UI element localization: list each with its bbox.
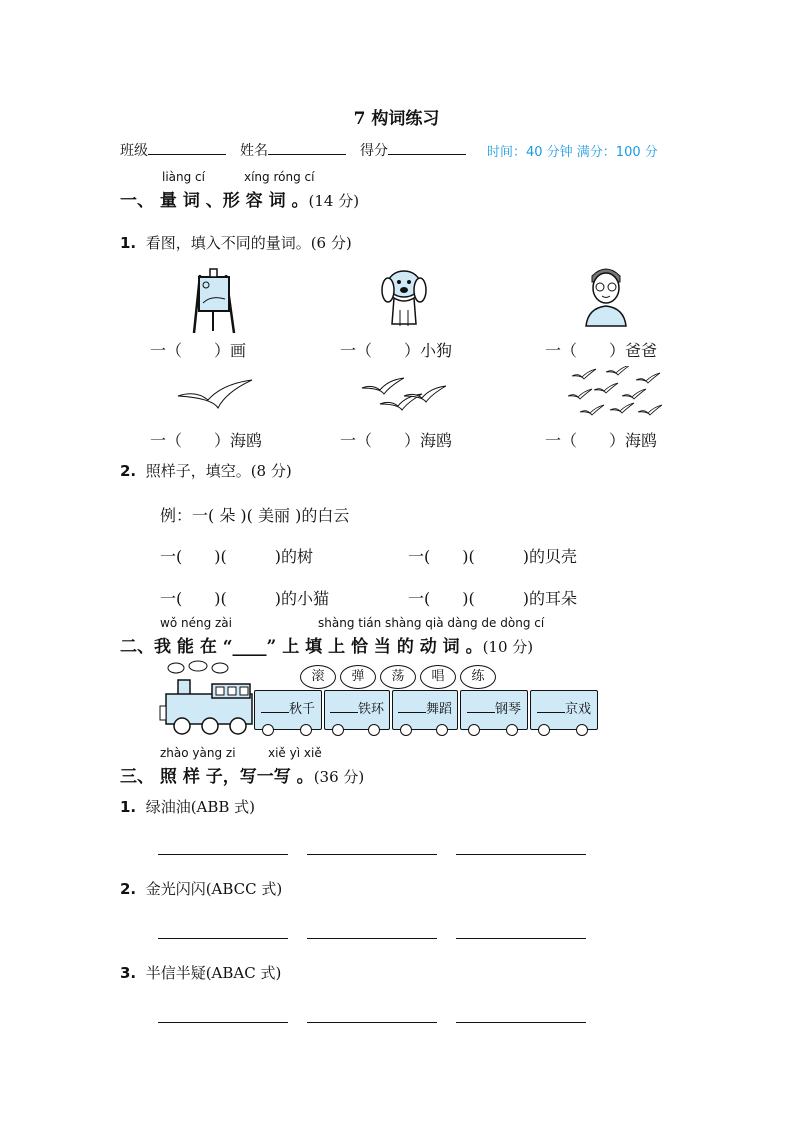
s3-pinyin-a: zhào yàng zi xyxy=(160,746,236,760)
q2-fill-2[interactable]: 一( )( )的贝壳 xyxy=(408,547,577,566)
word-choice-1: 滚 xyxy=(300,665,336,689)
page-title: 7 构词练习 xyxy=(353,109,440,129)
wheel xyxy=(300,724,312,736)
wheel xyxy=(436,724,448,736)
s3-item-3-text: 半信半疑(ABAC 式) xyxy=(145,964,282,982)
q1-item-3[interactable]: 一（ ）爸爸 xyxy=(545,341,658,360)
answer-line[interactable] xyxy=(158,854,288,855)
s3-pinyin-b: xiě yì xiě xyxy=(268,746,322,760)
section2-title: 二、我 能 在 “____” 上 填 上 恰 当 的 动 词 。 xyxy=(120,637,483,657)
section2-points: (10 分) xyxy=(482,638,534,656)
q1-number: 1. xyxy=(120,234,137,252)
s3-item-3-number: 3. xyxy=(120,964,137,982)
s3-item-2-text: 金光闪闪(ABCC 式) xyxy=(145,880,283,898)
car-5-blank[interactable] xyxy=(537,700,565,713)
wheel xyxy=(262,724,274,736)
puppy-icon xyxy=(376,266,432,332)
score-field xyxy=(360,140,466,160)
class-field xyxy=(120,140,226,160)
car-1-word: 秋千 xyxy=(288,702,315,717)
car-1-blank[interactable] xyxy=(261,700,289,713)
word-choice-5: 练 xyxy=(460,665,496,689)
car-5-word: 京戏 xyxy=(564,702,591,717)
score-label: 得分 xyxy=(360,143,388,159)
word-choice-3: 荡 xyxy=(380,665,416,689)
s2-pinyin-a: wǒ néng zài xyxy=(160,616,232,630)
car-3-word: 舞蹈 xyxy=(425,702,452,717)
section1-title: 一、 量 词 、形 容 词 。 xyxy=(120,191,309,211)
q1-item-5[interactable]: 一（ ）海鸥 xyxy=(340,431,453,450)
wheel xyxy=(400,724,412,736)
car-4-blank[interactable] xyxy=(467,700,495,713)
easel-painting-icon xyxy=(190,265,238,335)
section1-points: (14 分) xyxy=(308,192,360,210)
car-2-word: 铁环 xyxy=(357,702,384,717)
wheel xyxy=(332,724,344,736)
section3-points: (36 分) xyxy=(313,768,365,786)
locomotive-icon xyxy=(158,660,254,738)
q2-fill-4[interactable]: 一( )( )的耳朵 xyxy=(408,589,577,608)
one-seagull-icon xyxy=(176,378,256,418)
wheel xyxy=(468,724,480,736)
answer-line[interactable] xyxy=(307,1022,437,1023)
class-label: 班级 xyxy=(120,143,148,159)
wheel xyxy=(368,724,380,736)
s1-pinyin-b: xíng róng cí xyxy=(244,170,315,184)
s1-pinyin-a: liàng cí xyxy=(162,170,205,184)
section3-title: 三、 照 样 子，写一写 。 xyxy=(120,767,314,787)
answer-line[interactable] xyxy=(456,938,586,939)
score-blank[interactable] xyxy=(388,140,466,155)
answer-line[interactable] xyxy=(307,938,437,939)
section3-heading xyxy=(120,762,364,787)
car-4-word: 钢琴 xyxy=(494,702,521,717)
s3-item-2-number: 2. xyxy=(120,880,137,898)
s3-item-2 xyxy=(120,878,282,899)
wheel xyxy=(576,724,588,736)
q2-text: 照样子，填空。(8 分) xyxy=(145,462,292,480)
q2-fill-1[interactable]: 一( )( )的树 xyxy=(160,547,313,566)
father-icon xyxy=(584,262,628,328)
section1-heading xyxy=(120,186,359,211)
q1 xyxy=(120,232,352,253)
name-blank[interactable] xyxy=(268,140,346,155)
q1-item-2[interactable]: 一（ ）小狗 xyxy=(340,341,453,360)
s3-item-1-text: 绿油油(ABB 式) xyxy=(145,798,256,816)
q2 xyxy=(120,460,292,481)
q2-example: 例：一( 朵 )( 美丽 )的白云 xyxy=(160,506,350,525)
many-seagulls-icon xyxy=(566,366,662,422)
word-choice-2: 弹 xyxy=(340,665,376,689)
answer-line[interactable] xyxy=(307,854,437,855)
q1-text: 看图，填入不同的量词。(6 分) xyxy=(145,234,352,252)
s3-item-1-number: 1. xyxy=(120,798,137,816)
s3-item-3 xyxy=(120,962,281,983)
q2-number: 2. xyxy=(120,462,137,480)
car-3-blank[interactable] xyxy=(398,700,426,713)
q2-fill-3[interactable]: 一( )( )的小猫 xyxy=(160,589,329,608)
q1-item-4[interactable]: 一（ ）海鸥 xyxy=(150,431,263,450)
wheel xyxy=(506,724,518,736)
time-info: 时间：40 分钟 满分：100 分 xyxy=(487,145,658,160)
answer-line[interactable] xyxy=(456,1022,586,1023)
car-2-blank[interactable] xyxy=(330,700,358,713)
section2-heading xyxy=(120,632,533,657)
answer-line[interactable] xyxy=(158,938,288,939)
q1-item-6[interactable]: 一（ ）海鸥 xyxy=(545,431,658,450)
name-label: 姓名 xyxy=(240,143,268,159)
s2-pinyin-b: shàng tián shàng qià dàng de dòng cí xyxy=(318,616,545,630)
s3-item-1 xyxy=(120,796,255,817)
few-seagulls-icon xyxy=(360,374,450,420)
answer-line[interactable] xyxy=(158,1022,288,1023)
answer-line[interactable] xyxy=(456,854,586,855)
class-blank[interactable] xyxy=(148,140,226,155)
word-choice-4: 唱 xyxy=(420,665,456,689)
name-field xyxy=(240,140,346,160)
q1-item-1[interactable]: 一（ ）画 xyxy=(150,341,247,360)
wheel xyxy=(538,724,550,736)
